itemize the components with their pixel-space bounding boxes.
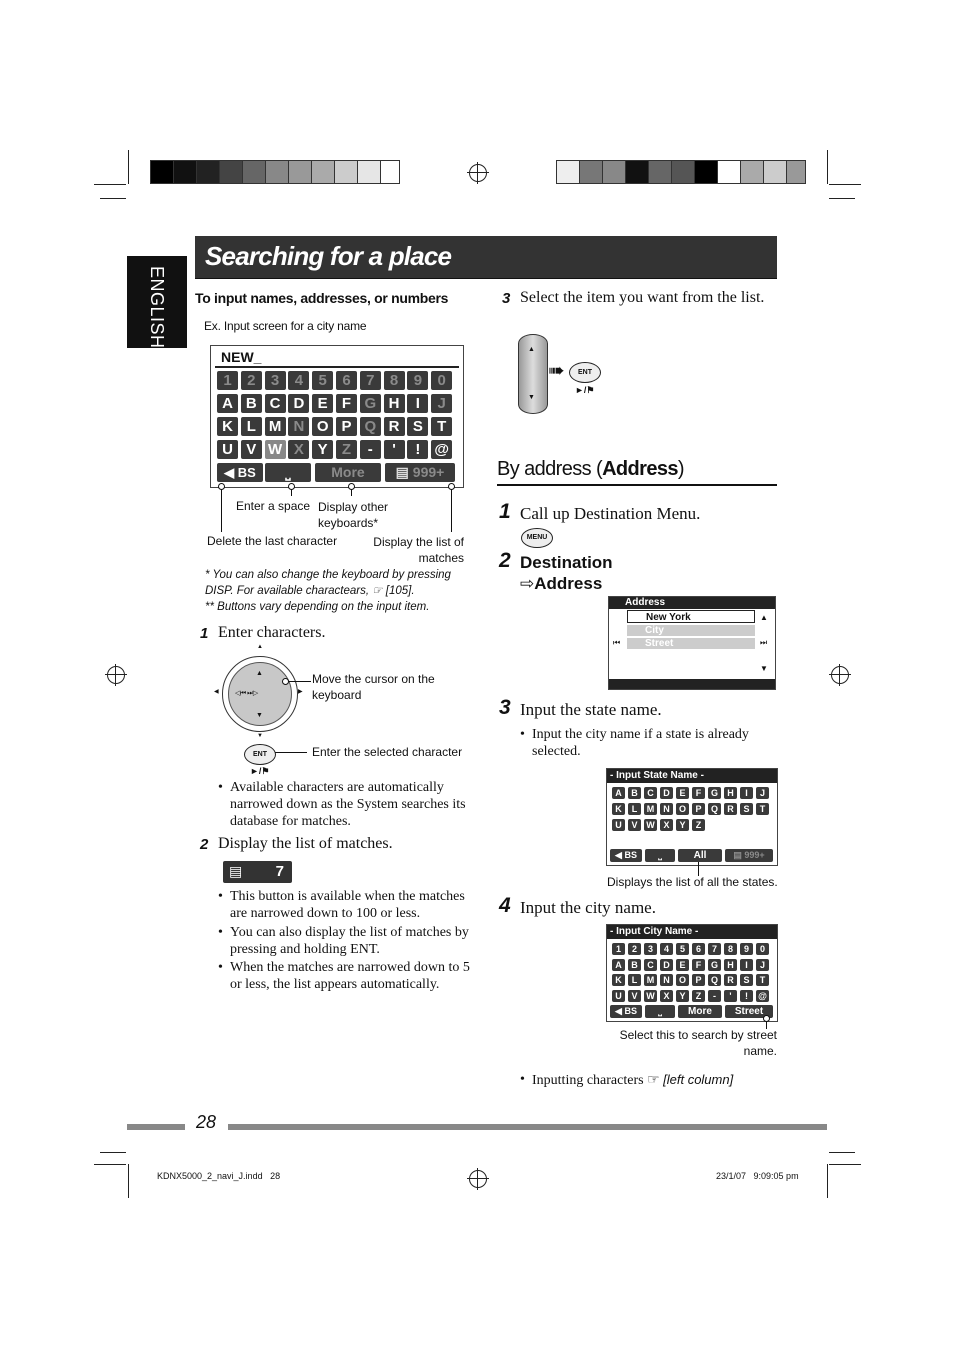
key[interactable]: D [660,959,673,971]
skip-icons: ◁⏮ ⏭▷ [235,690,258,697]
arrow-right-icon: ⇨ [520,574,535,593]
match-count: 999+ [744,850,765,860]
key[interactable]: - [708,990,721,1002]
footnote-1: * You can also change the keyboard by pressing DISP. For available charactears, ☞ [105]. [205,569,451,597]
section-bold: Address [602,458,678,480]
key[interactable]: C [265,394,286,413]
step-3-text: Input the state name. [520,700,662,719]
inputting-characters-bullet [532,1071,772,1089]
triangle-down-icon: ▼ [257,733,263,739]
key[interactable]: N [288,417,309,436]
key[interactable]: B [628,787,641,799]
key[interactable]: P [692,974,705,986]
callout-space: Enter a space [236,499,311,513]
key[interactable]: Y [312,440,333,459]
match-count-button[interactable] [223,861,292,883]
key[interactable]: Z [692,990,705,1002]
list-icon: ▤ [229,863,243,879]
callout-list: Display the list of matches [373,535,464,565]
section-prefix: By address ( [497,458,603,480]
list-icon: ▤ [733,850,742,860]
key[interactable]: Y [676,819,689,831]
step-1-number: 1 [499,500,511,523]
menu-item-label: New York [646,612,691,623]
key[interactable]: 6 [692,943,705,955]
all-label: All [693,850,707,861]
key[interactable]: T [431,417,452,436]
key[interactable]: G [360,394,381,413]
city-input-keyboard [210,345,464,488]
key[interactable]: V [628,819,641,831]
key[interactable]: @ [431,440,452,459]
more-button[interactable] [315,463,381,482]
triangle-up-icon: ▲ [528,345,535,353]
key[interactable]: L [628,803,641,815]
backspace-label: BS [624,850,637,860]
key[interactable]: D [288,394,309,413]
key[interactable]: W [644,990,657,1002]
city-keyboard-title: - Input City Name - [607,925,777,939]
key[interactable]: M [644,803,657,815]
key[interactable]: J [431,394,452,413]
key[interactable]: 0 [431,371,452,390]
step-4-text: Input the city name. [520,898,656,917]
key[interactable]: V [628,990,641,1002]
key[interactable]: O [312,417,333,436]
backspace-label: BS [624,1006,637,1016]
key[interactable]: S [740,974,753,986]
key[interactable]: S [407,417,428,436]
key[interactable]: N [660,803,673,815]
key[interactable]: A [612,959,625,971]
key[interactable]: 0 [756,943,769,955]
triangle-up-icon: ▲ [256,669,263,677]
key[interactable]: 9 [740,943,753,955]
step-1-bullet: • Available characters are automatically narrowed down as the System searches its database for matches. [230,779,475,830]
key[interactable]: A [612,787,625,799]
key[interactable]: ! [407,440,428,459]
triangle-down-icon: ▼ [256,711,263,719]
registration-mark-icon [107,666,125,684]
ent-label: ENT [578,369,592,376]
registration-mark-icon [831,666,849,684]
skip-forward-icon[interactable]: ⏭ [760,638,768,647]
menu-button[interactable] [521,528,553,548]
step-2-number: 2 [499,549,511,572]
registration-mark-icon [469,164,487,182]
all-button[interactable] [678,849,722,862]
key[interactable]: F [692,787,705,799]
key[interactable]: K [217,417,238,436]
key[interactable]: S [740,803,753,815]
language-tab [127,256,187,348]
key[interactable]: ' [724,990,737,1002]
callout-dot [282,678,289,685]
left-heading: To input names, addresses, or numbers [195,290,449,306]
step-4-number: 4 [499,894,511,917]
match-count-value: 7 [275,863,284,880]
key[interactable]: J [756,959,769,971]
ent-button[interactable] [569,362,601,383]
skip-back-icon[interactable]: ⏮ [613,638,621,647]
key[interactable]: X [288,440,309,459]
key[interactable]: P [336,417,357,436]
key[interactable]: ' [384,440,405,459]
key[interactable]: 7 [360,371,381,390]
street-label: Street [734,1006,764,1017]
match-count: 999+ [412,464,445,480]
key[interactable]: M [265,417,286,436]
key[interactable]: 6 [336,371,357,390]
key[interactable]: 4 [660,943,673,955]
key[interactable]: ! [740,990,753,1002]
footer-bar-right [228,1124,827,1130]
key[interactable]: 8 [724,943,737,955]
scroll-down-icon[interactable]: ▼ [760,664,768,673]
key[interactable]: J [756,787,769,799]
key[interactable]: 9 [407,371,428,390]
key[interactable]: F [692,959,705,971]
state-input-keyboard [606,768,778,866]
key[interactable]: U [217,440,238,459]
arrow-right-icon: ➠ [548,360,565,382]
ent-label: ENT [253,751,267,758]
backspace-button[interactable]: ◀ BS [610,849,642,862]
triangle-left-icon: ◀ [214,689,219,695]
menu-item-city[interactable] [627,625,755,636]
state-keyboard-caption: Displays the list of all the states. [607,875,778,889]
menu-item-label: Street [645,638,674,649]
key[interactable]: 7 [708,943,721,955]
step-3-number: 3 [499,696,511,719]
ent-button[interactable] [244,744,276,765]
match-list-button[interactable] [725,849,773,862]
step-2-bullet: • When the matches are narrowed down to 5 or less, the list appears automatically. [230,959,478,993]
example-caption: Ex. Input screen for a city name [204,319,367,333]
key[interactable]: I [740,959,753,971]
input-field-value: NEW_ [221,349,262,365]
address-menu-screen [608,596,776,690]
key[interactable]: Q [360,417,381,436]
key[interactable]: I [407,394,428,413]
key[interactable]: 8 [384,371,405,390]
footnote-2: ** Buttons vary depending on the input item. [205,601,430,613]
key[interactable]: M [644,974,657,986]
more-label: More [331,464,365,480]
state-keyboard-title: - Input State Name - [607,769,777,783]
footer-date: 23/1/07 9:09:05 pm [716,1171,799,1181]
step-2-destination: Destination [520,553,613,572]
key[interactable]: Z [692,819,705,831]
key[interactable]: @ [756,990,769,1002]
footer-file: KDNX5000_2_navi_J.indd 28 [157,1171,281,1181]
menu-item-new-york[interactable] [627,610,755,623]
step-2-bullet: • This button is available when the matches are narrowed down to 100 or less. [230,888,478,922]
key[interactable]: H [384,394,405,413]
key[interactable]: K [612,803,625,815]
step-2-address [520,574,602,594]
key[interactable]: V [241,440,262,459]
key[interactable]: B [241,394,262,413]
registration-mark-icon [469,1170,487,1188]
key[interactable]: F [336,394,357,413]
space-label: ⎵ [658,1006,662,1016]
key[interactable]: 2 [628,943,641,955]
section-heading [497,458,777,486]
menu-label: MENU [526,534,548,541]
callout-other-keyboards: Display other keyboards* [318,500,389,530]
key[interactable]: 3 [265,371,286,390]
key[interactable]: T [756,974,769,986]
key[interactable]: T [756,803,769,815]
key[interactable]: K [612,974,625,986]
input-field[interactable] [215,348,459,368]
bullet-text: Inputting characters ☞ [532,1073,664,1088]
key[interactable]: R [724,803,737,815]
play-flag-icon: ►/⚑ [575,385,595,395]
language-tab-label: ENGLISH [147,266,167,349]
key[interactable]: 1 [612,943,625,955]
address-menu-title: Address [609,597,775,609]
step-3-bullet: • Input the city name if a state is already selected. [532,726,772,760]
key[interactable]: 3 [644,943,657,955]
space-button[interactable] [265,463,311,482]
city-input-keyboard-small [606,924,778,1022]
triangle-down-icon: ▼ [528,393,535,401]
page-number: 28 [196,1112,217,1132]
footer-bar-left [127,1124,185,1130]
key[interactable]: U [612,819,625,831]
list-icon: ▤ [395,464,409,480]
key[interactable]: Z [336,440,357,459]
callout-delete: Delete the last character [207,534,338,548]
key[interactable]: I [740,787,753,799]
space-label: ⎵ [658,850,662,860]
step-2-text: Display the list of matches. [218,835,393,852]
menu-item-street[interactable] [627,638,755,649]
step-1-text: Call up Destination Menu. [520,504,701,523]
menu-item-label: City [645,625,664,636]
key[interactable]: C [644,959,657,971]
key[interactable]: L [628,974,641,986]
play-flag-icon: ►/⚑ [250,766,270,776]
section-suffix: ) [677,458,684,480]
step-1-number: 1 [200,625,209,642]
space-button[interactable] [645,1005,675,1018]
bullet-ref: [left column] [663,1072,734,1087]
key[interactable]: 5 [312,371,333,390]
step-2-address-label: Address [534,574,603,593]
key[interactable]: W [265,440,286,459]
key[interactable]: D [660,787,673,799]
key[interactable]: Q [708,803,721,815]
key[interactable]: B [628,959,641,971]
step-1-text: Enter characters. [218,624,326,641]
key[interactable]: - [360,440,381,459]
key[interactable]: L [241,417,262,436]
space-button[interactable] [645,849,675,862]
city-keyboard-caption: Select this to search by street name. [619,1028,777,1058]
key[interactable]: 4 [288,371,309,390]
key[interactable]: H [724,959,737,971]
key[interactable]: O [676,803,689,815]
key[interactable]: C [644,787,657,799]
more-button[interactable] [678,1005,722,1018]
cursor-callout: Move the cursor on the keyboard [312,672,435,702]
key[interactable]: N [660,974,673,986]
key[interactable]: Q [708,974,721,986]
key[interactable]: R [384,417,405,436]
backspace-label: BS [237,465,256,480]
key[interactable]: 2 [241,371,262,390]
scroll-dial[interactable] [518,334,548,414]
key[interactable]: A [217,394,238,413]
key[interactable]: R [724,974,737,986]
key[interactable]: H [724,787,737,799]
key[interactable]: U [612,990,625,1002]
key[interactable]: G [708,787,721,799]
step-2-bullet: • You can also display the list of matches by pressing and holding ENT. [230,924,478,958]
scroll-up-icon[interactable]: ▲ [760,613,768,622]
top-step-3-text: Select the item you want from the list. [520,289,765,306]
ent-callout: Enter the selected character [312,745,463,759]
key[interactable]: W [644,819,657,831]
more-label: More [688,1006,712,1017]
backspace-button[interactable]: ◀ BS [217,463,263,482]
triangle-right-icon: ▶ [298,689,303,695]
page-title: Searching for a place [205,241,452,271]
step-2-number: 2 [200,836,209,853]
key[interactable]: E [676,959,689,971]
key[interactable]: O [676,974,689,986]
triangle-up-icon: ▲ [257,644,263,650]
key[interactable]: 5 [676,943,689,955]
key[interactable]: E [312,394,333,413]
backspace-button[interactable]: ◀ BS [610,1005,642,1018]
space-label: ⎵ [285,465,291,480]
top-step-3-number: 3 [502,290,511,307]
key[interactable]: X [660,819,673,831]
key[interactable]: Y [676,990,689,1002]
match-list-button[interactable] [385,463,455,482]
key[interactable]: 1 [217,371,238,390]
key[interactable]: E [676,787,689,799]
key[interactable]: X [660,990,673,1002]
title-bar [195,236,777,279]
key[interactable]: P [692,803,705,815]
key[interactable]: G [708,959,721,971]
cursor-joystick[interactable] [222,656,298,732]
